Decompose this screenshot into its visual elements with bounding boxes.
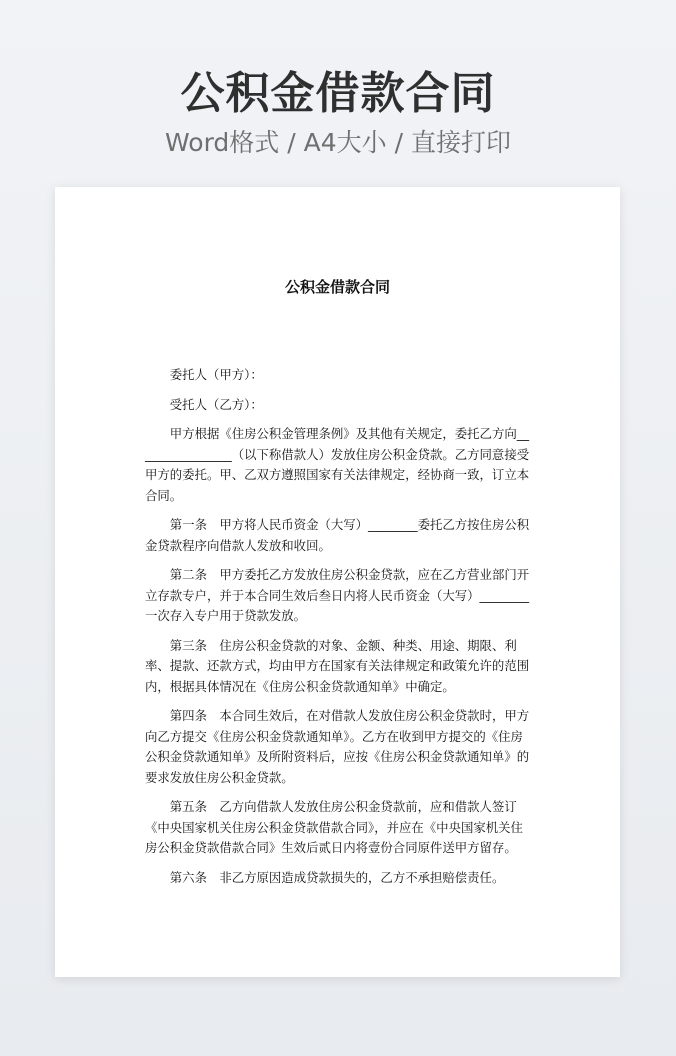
- page-title: 公积金借款合同: [180, 68, 496, 119]
- paragraph-article-1: 第一条 甲方将人民币资金（大写）________委托乙方按住房公积金贷款程序向借款人发放和收回。: [145, 517, 530, 553]
- document-page: [55, 187, 620, 977]
- header: [0, 0, 676, 158]
- document-body: [145, 365, 535, 897]
- paragraph-article-3: 第三条 住房公积金贷款的对象、金额、种类、用途、期限、利率、提款、还款方式，均由甲方在国家有关法律规定和政策允许的范围内，根据具体情况在《住房公积金贷款通知单》中确定。: [145, 637, 530, 694]
- document-title: 公积金借款合同: [284, 278, 390, 296]
- paragraph-article-4: 第四条 本合同生效后，在对借款人发放住房公积金贷款时，甲方向乙方提交《住房公积金贷款通知单》。乙方在收到甲方提交的《住房公积金贷款通知单》及所附资料后，应按《住房公积金贷款通知单》的要求发放住房公积金贷款。: [145, 708, 530, 785]
- paragraph-article-5: 第五条 乙方向借款人发放住房公积金贷款前，应和借款人签订《中央国家机关住房公积金贷款借款合同》，并应在《中央国家机关住房公积金贷款借款合同》生效后贰日内将壹份合同原件送甲方留存。: [145, 799, 523, 855]
- paragraph-article-6: 第六条 非乙方原因造成贷款损失的，乙方不承担赔偿责任。: [169, 869, 505, 885]
- paragraph-trustee: 受托人（乙方）：: [169, 396, 263, 412]
- paragraph-preamble: 甲方根据《住房公积金管理条例》及其他有关规定，委托乙方向________________（以下称借款人）发放住房公积金贷款。乙方同意接受甲方的委托。甲、乙双方遵照国家有关法律规定，经协商一致，订立本合同。: [145, 426, 530, 503]
- page-subtitle: Word格式 / A4大小 / 直接打印: [165, 128, 511, 157]
- paragraph-principal: 委托人（甲方）：: [169, 367, 263, 382]
- paragraph-article-2: 第二条 甲方委托乙方发放住房公积金贷款，应在乙方营业部门开立存款专户，并于本合同生效后叁日内将人民币资金（大写）________一次存入专户用于贷款发放。: [145, 567, 530, 623]
